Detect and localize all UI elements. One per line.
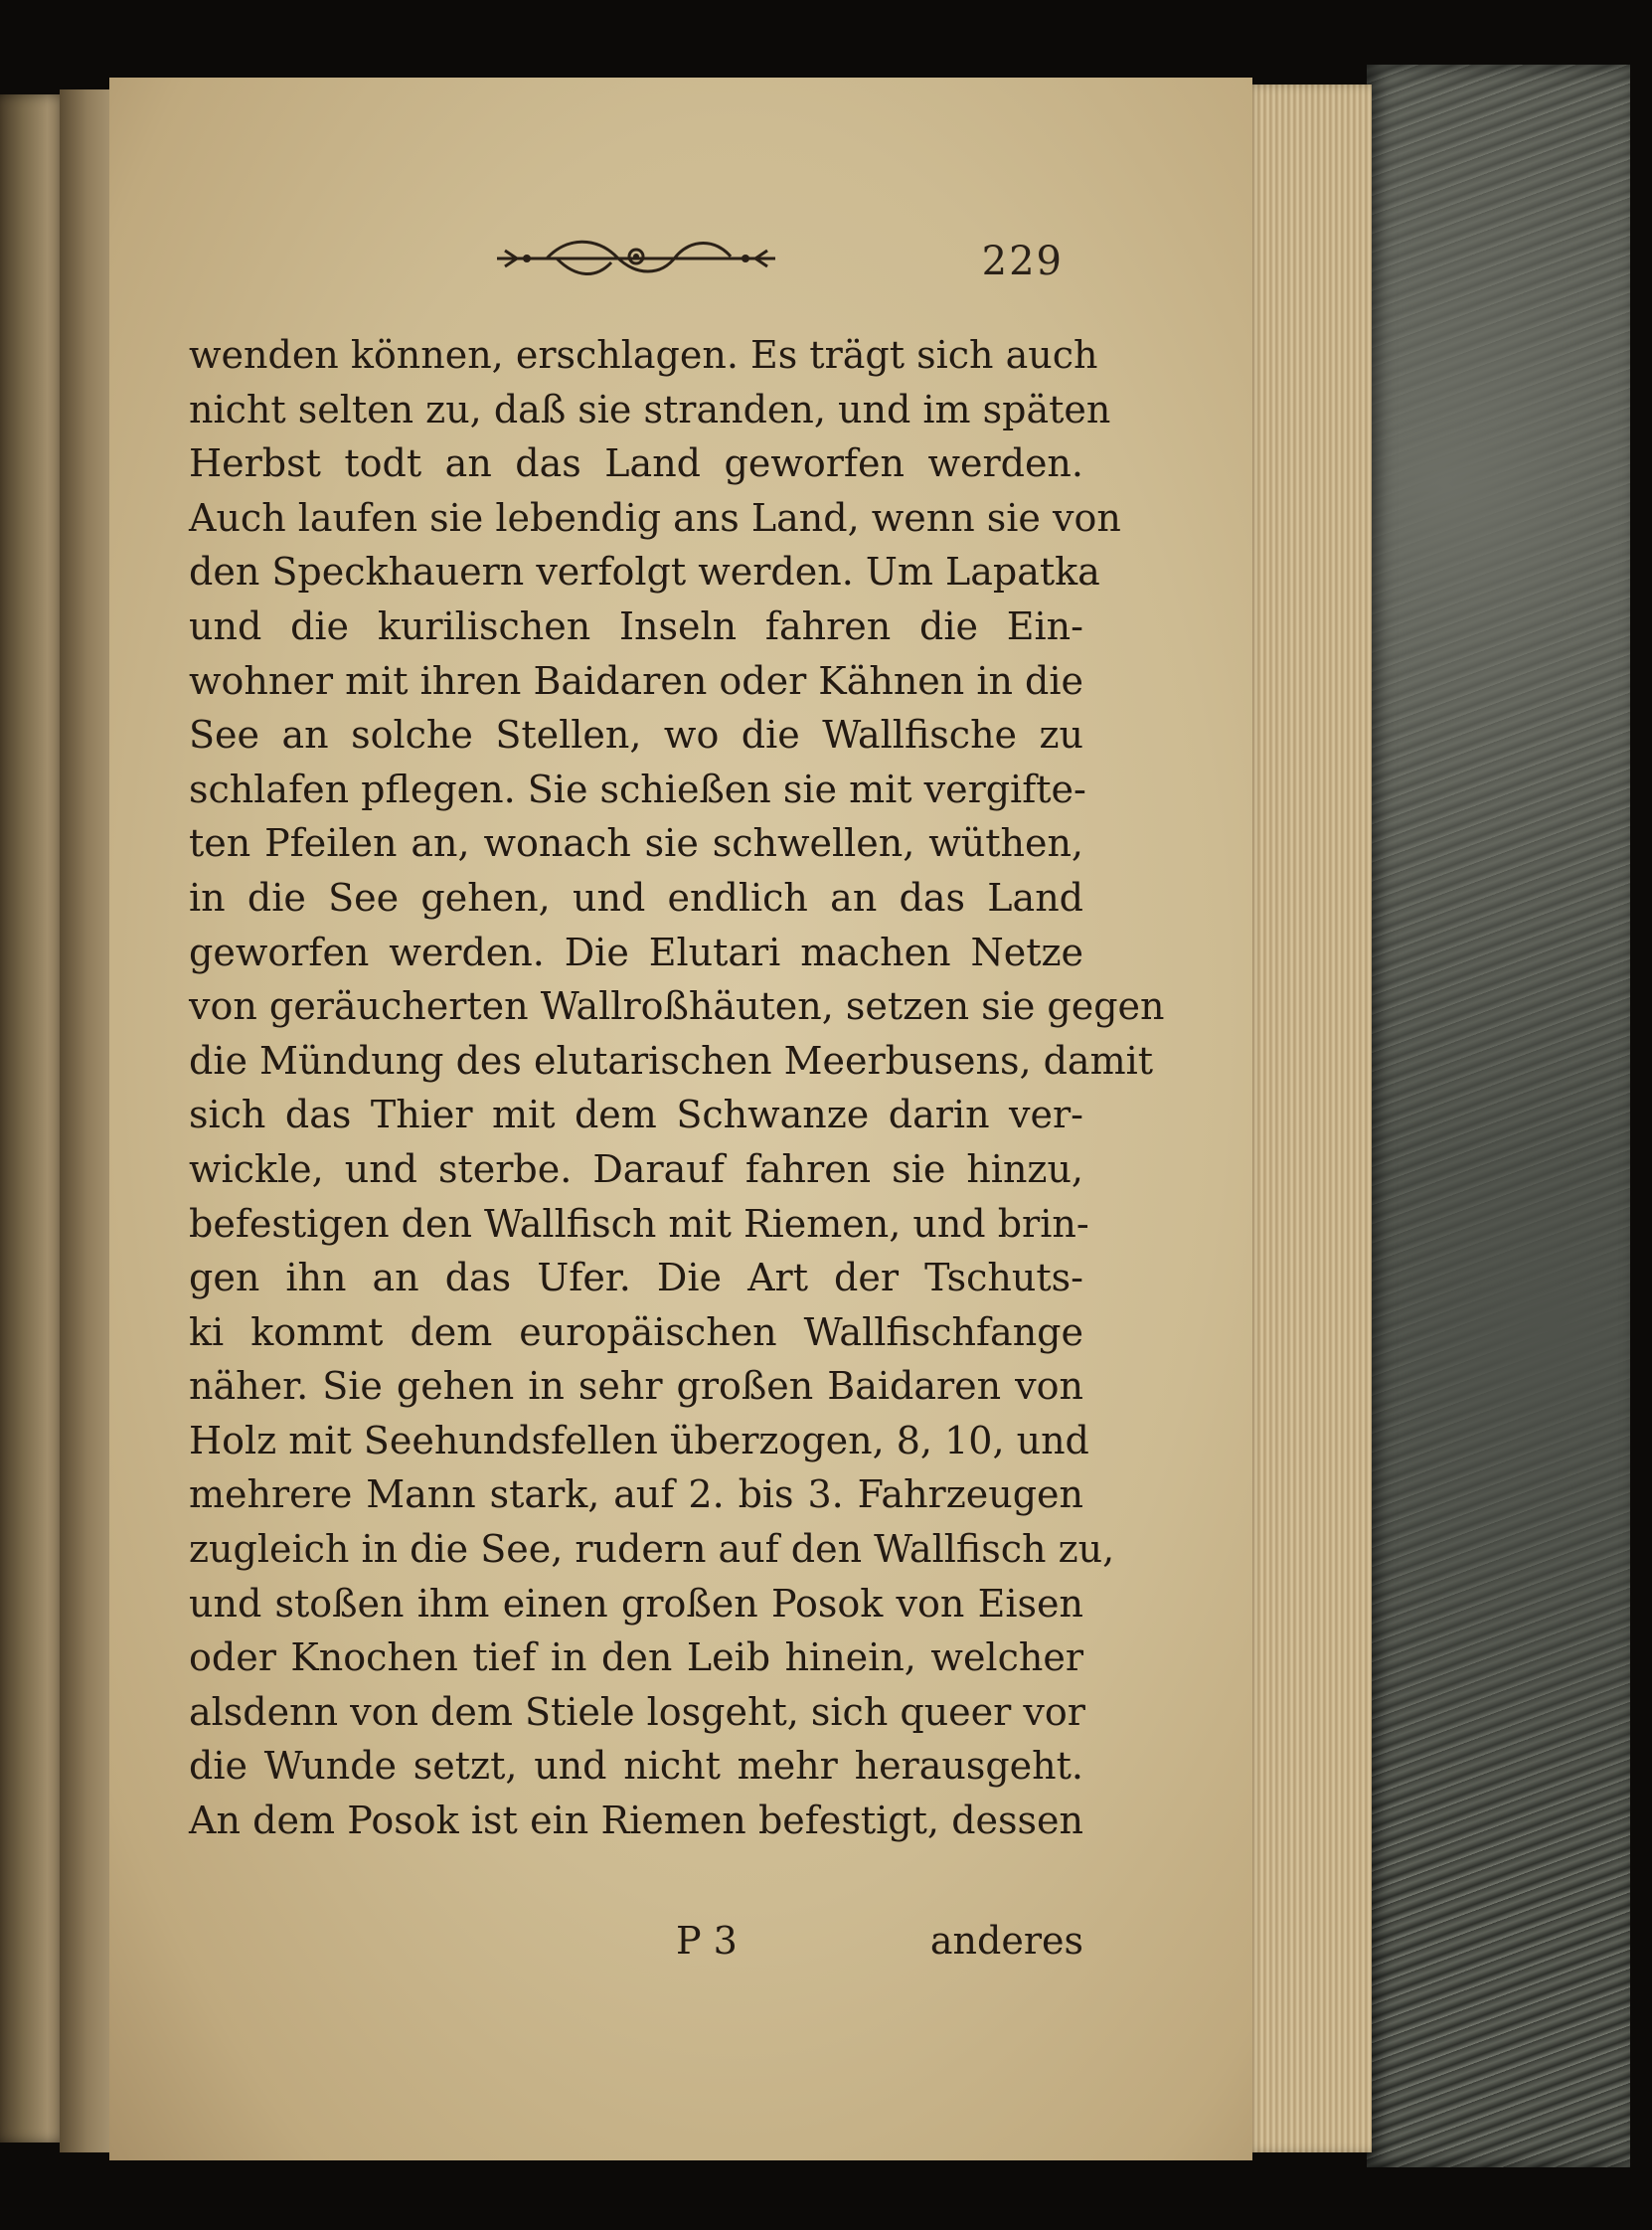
- text-line: von geräucherten Wallroßhäuten, setzen sie gegen: [189, 984, 1165, 1029]
- text-line: gen ihn an das Ufer. Die Art der Tschuts-: [189, 1256, 1083, 1300]
- text-line: ten Pfeilen an, wonach sie schwellen, wüthen,: [189, 821, 1083, 866]
- marbled-cover-board: [1367, 65, 1630, 2167]
- text-line: die Mündung des elutarischen Meerbusens, damit: [189, 1038, 1154, 1083]
- body-text: [189, 328, 1165, 1848]
- text-line: An dem Posok ist ein Riemen befestigt, dessen: [189, 1799, 1083, 1843]
- text-line: wickle, und sterbe. Darauf fahren sie hinzu,: [189, 1146, 1083, 1191]
- text-line: die Wunde setzt, und nicht mehr herausgeht.: [189, 1744, 1083, 1789]
- page-edges-stack: [1242, 85, 1372, 2152]
- text-line: sich das Thier mit dem Schwanze darin ver-: [189, 1093, 1083, 1137]
- text-line: und stoßen ihm einen großen Posok von Eisen: [189, 1581, 1083, 1626]
- text-line: mehrere Mann stark, auf 2. bis 3. Fahrzeugen: [189, 1472, 1083, 1517]
- text-line: befestigen den Wallfisch mit Riemen, und brin-: [189, 1201, 1089, 1246]
- text-line: oder Knochen tief in den Leib hinein, welcher: [189, 1635, 1083, 1680]
- text-line: ki kommt dem europäischen Wallfischfange: [189, 1309, 1083, 1354]
- left-page-edge: [0, 94, 68, 2143]
- text-line: wohner mit ihren Baidaren oder Kähnen in die: [189, 658, 1084, 703]
- page-header: [487, 227, 1074, 286]
- text-line: nicht selten zu, daß sie stranden, und im späten: [189, 387, 1111, 431]
- text-line: zugleich in die See, rudern auf den Wallfisch zu,: [189, 1527, 1115, 1572]
- text-line: Holz mit Seehundsfellen überzogen, 8, 10, und: [189, 1418, 1089, 1462]
- text-line: den Speckhauern verfolgt werden. Um Lapatka: [189, 550, 1100, 595]
- text-line: Herbst todt an das Land geworfen werden.: [189, 441, 1083, 486]
- text-line: See an solche Stellen, wo die Wallfische zu: [189, 713, 1083, 758]
- text-line: wenden können, erschlagen. Es trägt sich auch: [189, 333, 1098, 377]
- ornament-icon: [487, 227, 785, 286]
- text-line: Auch laufen sie lebendig ans Land, wenn sie von: [189, 495, 1121, 540]
- catchword: anderes: [929, 1919, 1083, 1963]
- text-line: geworfen werden. Die Elutari machen Netze: [189, 930, 1083, 974]
- text-line: und die kurilischen Inseln fahren die Ein-: [189, 603, 1083, 648]
- signature-mark: P 3: [676, 1919, 738, 1963]
- text-line: schlafen pflegen. Sie schießen sie mit vergifte-: [189, 767, 1086, 811]
- text-line: näher. Sie gehen in sehr großen Baidaren von: [189, 1364, 1083, 1409]
- text-line: in die See gehen, und endlich an das Land: [189, 875, 1083, 920]
- page-footer: [189, 1919, 1083, 1974]
- text-line: alsdenn von dem Stiele losgeht, sich queer vor: [189, 1689, 1085, 1734]
- page-number: 229: [981, 239, 1064, 284]
